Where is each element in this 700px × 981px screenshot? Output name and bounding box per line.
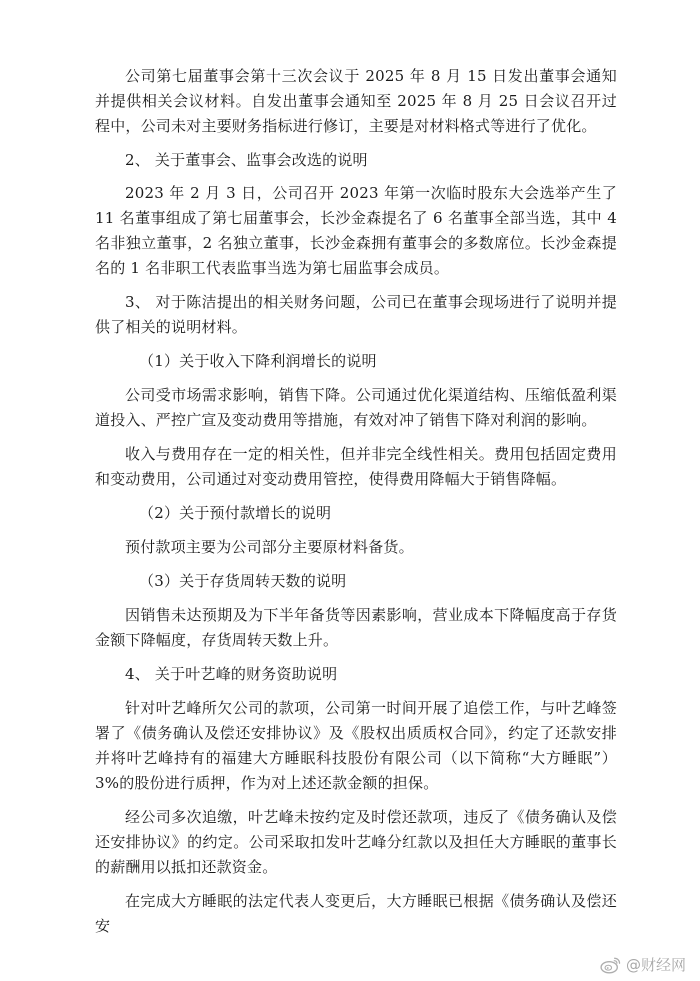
- watermark: [600, 954, 686, 975]
- document-body: [95, 64, 617, 939]
- paragraph-sales-decline: 公司受市场需求影响，销售下降。公司通过优化渠道结构、压缩低盈利渠道投入、严控广宣及变动费用等措施，有效对冲了销售下降对利润的影响。: [95, 386, 617, 429]
- weibo-icon: [600, 956, 622, 974]
- paragraph-repayment-breach: 经公司多次追缴，叶艺峰未按约定及时偿还款项，违反了《债务确认及偿还安排协议》的约定。公司采取扣发叶艺峰分红款以及担任大方睡眠的董事长的薪酬用以抵扣还款资金。: [95, 808, 617, 876]
- paragraph-prepayment: 预付款项主要为公司部分主要原材料备货。: [125, 538, 414, 556]
- section-heading-4: 4、 关于叶艺峰的财务资助说明: [125, 665, 338, 683]
- subheading-inventory-turnover: （3）关于存货周转天数的说明: [139, 572, 347, 590]
- paragraph-board-election: 2023 年 2 月 3 日，公司召开 2023 年第一次临时股东大会选举产生了 11 名董事组成了第七届董事会，长沙金森提名了 6 名董事全部当选，其中 4 名非独立董事，2 名独立董事，长沙金森拥有董事会的多数席位。长沙金森提名的 1 名非职工代表监事当选为第七届监事会成员。: [95, 184, 617, 277]
- subheading-prepayment: （2）关于预付款增长的说明: [139, 504, 332, 522]
- section-heading-2: 2、 关于董事会、监事会改选的说明: [125, 151, 368, 169]
- paragraph-inventory: 因销售未达预期及为下半年备货等因素影响，营业成本下降幅度高于存货金额下降幅度，存货周转天数上升。: [95, 606, 617, 649]
- section-heading-3: 3、 对于陈洁提出的相关财务问题，公司已在董事会现场进行了说明并提供了相关的说明材料。: [95, 293, 617, 336]
- paragraph-cost-correlation: 收入与费用存在一定的相关性，但并非完全线性相关。费用包括固定费用和变动费用，公司通过对变动费用管控，使得费用降幅大于销售降幅。: [95, 445, 617, 488]
- paragraph-debt-recovery: 针对叶艺峰所欠公司的款项，公司第一时间开展了追偿工作，与叶艺峰签署了《债务确认及偿还安排协议》及《股权出质质权合同》，约定了还款安排并将叶艺峰持有的福建大方睡眠科技股份有限公司（以下简称“大方睡眠”）3%的股份进行质押，作为对上述还款金额的担保。: [95, 699, 617, 792]
- subheading-revenue-profit: （1）关于收入下降利润增长的说明: [139, 352, 377, 370]
- paragraph-legal-rep-change: 在完成大方睡眠的法定代表人变更后，大方睡眠已根据《债务确认及偿还安: [95, 892, 617, 935]
- paragraph-board-notice: 公司第七届董事会第十三次会议于 2025 年 8 月 15 日发出董事会通知并提供相关会议材料。自发出董事会通知至 2025 年 8 月 25 日会议召开过程中，公司未对主要财务指标进行修订，主要是对材料格式等进行了优化。: [95, 67, 617, 135]
- watermark-text: @财经网: [625, 956, 686, 974]
